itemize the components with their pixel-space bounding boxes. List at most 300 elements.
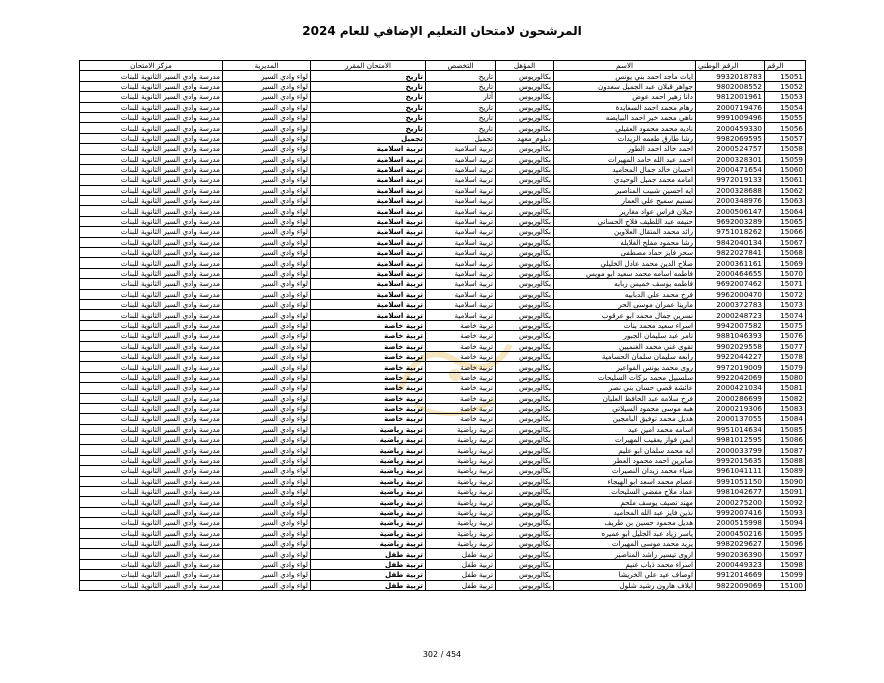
cell-directorate: لواء وادي السير [223,383,311,393]
cell-specialty: تربية اسلامية [426,289,496,299]
cell-directorate: لواء وادي السير [223,414,311,424]
cell-num: 15078 [765,351,806,361]
cell-exam: تجميل [311,133,426,143]
cell-qualification: بكالوريوس [496,580,554,590]
cell-national-id: 9932018783 [696,71,765,81]
cell-name: اروى تيسير راشد المناصير [554,549,696,559]
cell-exam-center: مدرسة وادي السير الثانوية للبنات [80,331,223,341]
cell-exam: تربية اسلامية [311,144,426,154]
cell-qualification: بكالوريوس [496,71,554,81]
cell-directorate: لواء وادي السير [223,216,311,226]
cell-qualification: بكالوريوس [496,248,554,258]
cell-exam: تربية رياضية [311,507,426,517]
cell-directorate: لواء وادي السير [223,518,311,528]
cell-num: 15058 [765,144,806,154]
cell-directorate: لواء وادي السير [223,248,311,258]
cell-specialty: تربية طفل [426,570,496,580]
page-number: 302 / 454 [422,650,462,659]
cell-exam-center: مدرسة وادي السير الثانوية للبنات [80,299,223,309]
cell-exam-center: مدرسة وادي السير الثانوية للبنات [80,102,223,112]
cell-directorate: لواء وادي السير [223,393,311,403]
cell-national-id: 2000033799 [696,445,765,455]
cell-num: 15099 [765,570,806,580]
header-exam: الامتحان المقرر [311,61,426,71]
cell-directorate: لواء وادي السير [223,549,311,559]
cell-specialty: تربية اسلامية [426,268,496,278]
table-row [80,424,806,434]
cell-qualification: بكالوريوس [496,372,554,382]
cell-name: رشا طارق طعمه الزيدات [554,133,696,143]
cell-name: فرح محمد علي الدبابيه [554,289,696,299]
cell-directorate: لواء وادي السير [223,81,311,91]
table-row [80,216,806,226]
cell-specialty: تربية اسلامية [426,206,496,216]
header-national-id: الرقم الوطني [696,61,765,71]
cell-specialty: تربية اسلامية [426,310,496,320]
cell-exam: تربية اسلامية [311,237,426,247]
cell-qualification: بكالوريوس [496,559,554,569]
cell-exam-center: مدرسة وادي السير الثانوية للبنات [80,289,223,299]
cell-name: ايات ماجد احمد بني يونس [554,71,696,81]
cell-specialty: تاريخ [426,81,496,91]
table-row [80,393,806,403]
cell-national-id: 2000719476 [696,102,765,112]
cell-name: فاطمه اسامه محمد سعيد ابو مويس [554,268,696,278]
cell-exam-center: مدرسة وادي السير الثانوية للبنات [80,164,223,174]
cell-exam-center: مدرسة وادي السير الثانوية للبنات [80,424,223,434]
cell-name: هبه موسى محمود السيلاتي [554,403,696,413]
cell-exam-center: مدرسة وادي السير الثانوية للبنات [80,570,223,580]
table-row [80,549,806,559]
cell-num: 15054 [765,102,806,112]
cell-national-id: 2000515998 [696,518,765,528]
cell-specialty: تربية رياضية [426,476,496,486]
cell-num: 15062 [765,185,806,195]
cell-qualification: بكالوريوس [496,320,554,330]
cell-qualification: بكالوريوس [496,289,554,299]
cell-directorate: لواء وادي السير [223,341,311,351]
cell-exam: تربية اسلامية [311,206,426,216]
cell-specialty: تربية خاصة [426,320,496,330]
cell-qualification: بكالوريوس [496,196,554,206]
table-row [80,279,806,289]
cell-directorate: لواء وادي السير [223,289,311,299]
cell-exam: تربية طفل [311,559,426,569]
cell-exam-center: مدرسة وادي السير الثانوية للبنات [80,279,223,289]
cell-exam-center: مدرسة وادي السير الثانوية للبنات [80,393,223,403]
cell-exam: تربية خاصة [311,383,426,393]
cell-exam-center: مدرسة وادي السير الثانوية للبنات [80,476,223,486]
cell-exam: تربية اسلامية [311,164,426,174]
cell-exam-center: مدرسة وادي السير الثانوية للبنات [80,507,223,517]
cell-exam: تربية رياضية [311,518,426,528]
cell-national-id: 2000524757 [696,144,765,154]
cell-name: حنيفه عبد اللطيف فلاح الحساني [554,216,696,226]
cell-directorate: لواء وادي السير [223,268,311,278]
cell-exam: تربية اسلامية [311,196,426,206]
cell-national-id: 9972019133 [696,175,765,185]
cell-qualification: بكالوريوس [496,466,554,476]
cell-national-id: 2000421034 [696,383,765,393]
cell-national-id: 2000449323 [696,559,765,569]
cell-directorate: لواء وادي السير [223,476,311,486]
cell-exam-center: مدرسة وادي السير الثانوية للبنات [80,580,223,590]
cell-qualification: بكالوريوس [496,112,554,122]
table-row [80,528,806,538]
cell-directorate: لواء وادي السير [223,71,311,81]
cell-directorate: لواء وادي السير [223,403,311,413]
table-row [80,414,806,424]
cell-num: 15067 [765,237,806,247]
cell-exam-center: مدرسة وادي السير الثانوية للبنات [80,268,223,278]
cell-exam: تربية اسلامية [311,310,426,320]
cell-exam-center: مدرسة وادي السير الثانوية للبنات [80,71,223,81]
cell-qualification: بكالوريوس [496,518,554,528]
cell-specialty: تاريخ [426,123,496,133]
cell-exam-center: مدرسة وادي السير الثانوية للبنات [80,216,223,226]
cell-exam-center: مدرسة وادي السير الثانوية للبنات [80,154,223,164]
table-row [80,497,806,507]
cell-specialty: تربية اسلامية [426,248,496,258]
cell-exam: تربية خاصة [311,341,426,351]
cell-directorate: لواء وادي السير [223,144,311,154]
cell-name: رابعه سليمان سلمان الحسامية [554,351,696,361]
table-row [80,403,806,413]
cell-qualification: بكالوريوس [496,341,554,351]
cell-national-id: 2000248723 [696,310,765,320]
table-row [80,351,806,361]
cell-national-id: 2000137055 [696,414,765,424]
cell-national-id: 9751018262 [696,227,765,237]
cell-exam: تربية خاصة [311,403,426,413]
header-qualification: المؤهل [496,61,554,71]
table-row [80,310,806,320]
cell-name: اسراء سعيد محمد بنات [554,320,696,330]
cell-specialty: تربية رياضية [426,528,496,538]
cell-specialty: تربية رياضية [426,507,496,517]
table-row [80,538,806,548]
cell-specialty: تربية رياضية [426,487,496,497]
cell-exam-center: مدرسة وادي السير الثانوية للبنات [80,362,223,372]
cell-exam: تربية رياضية [311,466,426,476]
header-exam-center: مركز الامتحان [80,61,223,71]
table-row [80,476,806,486]
cell-num: 15094 [765,518,806,528]
cell-num: 15063 [765,196,806,206]
cell-specialty: تربية خاصة [426,362,496,372]
cell-name: دانا زهير احمد عوض [554,92,696,102]
cell-specialty: تربية اسلامية [426,258,496,268]
cell-directorate: لواء وادي السير [223,206,311,216]
cell-national-id: 2000328301 [696,154,765,164]
table-row [80,237,806,247]
table-row [80,248,806,258]
cell-exam: تربية رياضية [311,435,426,445]
cell-num: 15080 [765,372,806,382]
table-row [80,507,806,517]
cell-directorate: لواء وادي السير [223,372,311,382]
header-name: الاسم [554,61,696,71]
cell-qualification: بكالوريوس [496,237,554,247]
cell-qualification: بكالوريوس [496,268,554,278]
table-row [80,341,806,351]
cell-num: 15061 [765,175,806,185]
cell-national-id: 9992015635 [696,455,765,465]
cell-exam: تربية خاصة [311,362,426,372]
cell-exam-center: مدرسة وادي السير الثانوية للبنات [80,175,223,185]
cell-specialty: تربية اسلامية [426,175,496,185]
cell-name: امامه محمد جميل الوحيدي [554,175,696,185]
cell-exam-center: مدرسة وادي السير الثانوية للبنات [80,227,223,237]
cell-specialty: تربية طفل [426,549,496,559]
cell-exam: تربية اسلامية [311,258,426,268]
cell-qualification: دبلوم_معهد [496,133,554,143]
cell-national-id: 9912014669 [696,570,765,580]
cell-qualification: بكالوريوس [496,258,554,268]
cell-directorate: لواء وادي السير [223,133,311,143]
cell-exam: تربية طفل [311,580,426,590]
cell-national-id: 2000372783 [696,299,765,309]
cell-name: تقوى غني محمد الغنميين [554,341,696,351]
cell-name: سلسبيل محمد بركات السليحات [554,372,696,382]
cell-specialty: تاريخ [426,112,496,122]
cell-num: 15075 [765,320,806,330]
cell-num: 15068 [765,248,806,258]
cell-specialty: تربية اسلامية [426,154,496,164]
cell-national-id: 9922042069 [696,372,765,382]
cell-exam: تربية اسلامية [311,248,426,258]
cell-exam: تربية اسلامية [311,185,426,195]
cell-qualification: بكالوريوس [496,81,554,91]
cell-national-id: 2000471654 [696,164,765,174]
cell-name: ضياء محمد زيدان النصيرات [554,466,696,476]
cell-directorate: لواء وادي السير [223,310,311,320]
cell-num: 15064 [765,206,806,216]
cell-exam: تربية اسلامية [311,154,426,164]
cell-qualification: بكالوريوس [496,497,554,507]
cell-qualification: بكالوريوس [496,299,554,309]
table-row [80,133,806,143]
cell-qualification: بكالوريوس [496,538,554,548]
cell-name: تامر عبد سليمان الجبور [554,331,696,341]
cell-num: 15083 [765,403,806,413]
cell-qualification: بكالوريوس [496,570,554,580]
table-row [80,362,806,372]
cell-exam-center: مدرسة وادي السير الثانوية للبنات [80,497,223,507]
cell-qualification: بكالوريوس [496,144,554,154]
cell-exam-center: مدرسة وادي السير الثانوية للبنات [80,112,223,122]
cell-num: 15082 [765,393,806,403]
cell-name: سحر فايز حماد مصطفى [554,248,696,258]
table-row [80,196,806,206]
cell-national-id: 2000464655 [696,268,765,278]
header-specialty: التخصص [426,61,496,71]
cell-qualification: بكالوريوس [496,403,554,413]
cell-name: نسرين جمال محمد ابو عرقوب [554,310,696,320]
cell-name: اسراء محمد ذياب غنيم [554,559,696,569]
cell-specialty: تربية خاصة [426,414,496,424]
cell-national-id: 9951014634 [696,424,765,434]
table-row [80,455,806,465]
table-row [80,71,806,81]
cell-directorate: لواء وادي السير [223,227,311,237]
cell-national-id: 9991009496 [696,112,765,122]
cell-directorate: لواء وادي السير [223,258,311,268]
cell-exam: تربية رياضية [311,497,426,507]
cell-directorate: لواء وادي السير [223,528,311,538]
cell-directorate: لواء وادي السير [223,497,311,507]
cell-qualification: بكالوريوس [496,175,554,185]
cell-national-id: 9902036390 [696,549,765,559]
cell-specialty: تجميل [426,133,496,143]
cell-national-id: 9822009069 [696,580,765,590]
cell-qualification: بكالوريوس [496,424,554,434]
cell-num: 15086 [765,435,806,445]
cell-num: 15096 [765,538,806,548]
table-row [80,144,806,154]
cell-exam-center: مدرسة وادي السير الثانوية للبنات [80,445,223,455]
cell-directorate: لواء وادي السير [223,351,311,361]
cell-qualification: بكالوريوس [496,549,554,559]
cell-name: يزيد محمد موسى المهيرات [554,538,696,548]
cell-specialty: تربية رياضية [426,424,496,434]
cell-name: مارينا عمران موسى الحر [554,299,696,309]
cell-national-id: 9881046393 [696,331,765,341]
cell-national-id: 2000219306 [696,403,765,413]
cell-exam-center: مدرسة وادي السير الثانوية للبنات [80,487,223,497]
cell-national-id: 9842040134 [696,237,765,247]
cell-exam-center: مدرسة وادي السير الثانوية للبنات [80,559,223,569]
cell-num: 15059 [765,154,806,164]
cell-specialty: تربية طفل [426,580,496,590]
cell-name: ناديه محمد محمود العقيلي [554,123,696,133]
cell-name: ايمن فواز يعقيب المهيرات [554,435,696,445]
table-row [80,383,806,393]
header-directorate: المديرية [223,61,311,71]
cell-specialty: تربية اسلامية [426,185,496,195]
cell-exam: تاريخ [311,71,426,81]
cell-qualification: بكالوريوس [496,351,554,361]
cell-name: عماد ملاح مفضي السليحات [554,487,696,497]
cell-national-id: 9961041111 [696,466,765,476]
cell-qualification: بكالوريوس [496,310,554,320]
page-title: المرشحون لامتحان التعليم الإضافي للعام 2024 [302,24,582,38]
cell-national-id: 9972019009 [696,362,765,372]
cell-qualification: بكالوريوس [496,455,554,465]
cell-qualification: بكالوريوس [496,393,554,403]
cell-name: روى محمد يونس الفواعير [554,362,696,372]
cell-qualification: بكالوريوس [496,92,554,102]
cell-national-id: 9902029558 [696,341,765,351]
cell-exam: تاريخ [311,81,426,91]
cell-exam-center: مدرسة وادي السير الثانوية للبنات [80,123,223,133]
cell-num: 15100 [765,580,806,590]
cell-num: 15056 [765,123,806,133]
cell-exam: تربية اسلامية [311,175,426,185]
cell-name: مهند نصيف يوسف ملحم [554,497,696,507]
cell-exam-center: مدرسة وادي السير الثانوية للبنات [80,81,223,91]
cell-directorate: لواء وادي السير [223,320,311,330]
cell-num: 15092 [765,497,806,507]
cell-num: 15069 [765,258,806,268]
table-row [80,81,806,91]
cell-name: جواهر قبلان عبد الجميل سعدون [554,81,696,91]
cell-directorate: لواء وادي السير [223,175,311,185]
table-row [80,487,806,497]
cell-exam-center: مدرسة وادي السير الثانوية للبنات [80,144,223,154]
table-row [80,518,806,528]
table-row [80,154,806,164]
cell-num: 15087 [765,445,806,455]
cell-national-id: 9942007582 [696,320,765,330]
cell-directorate: لواء وادي السير [223,580,311,590]
cell-exam-center: مدرسة وادي السير الثانوية للبنات [80,196,223,206]
cell-directorate: لواء وادي السير [223,507,311,517]
cell-num: 15081 [765,383,806,393]
cell-directorate: لواء وادي السير [223,237,311,247]
cell-directorate: لواء وادي السير [223,435,311,445]
table-row [80,559,806,569]
cell-exam-center: مدرسة وادي السير الثانوية للبنات [80,92,223,102]
table-row [80,372,806,382]
cell-specialty: تربية خاصة [426,372,496,382]
cell-specialty: تربية رياضية [426,455,496,465]
cell-name: ايه احسين شبيب المناصير [554,185,696,195]
cell-exam-center: مدرسة وادي السير الثانوية للبنات [80,258,223,268]
cell-national-id: 9981042677 [696,487,765,497]
cell-specialty: تربية اسلامية [426,237,496,247]
cell-specialty: تاريخ [426,71,496,81]
table-row [80,92,806,102]
cell-exam-center: مدرسة وادي السير الثانوية للبنات [80,185,223,195]
cell-exam: تربية خاصة [311,331,426,341]
cell-exam-center: مدرسة وادي السير الثانوية للبنات [80,351,223,361]
table-row [80,112,806,122]
cell-num: 15085 [765,424,806,434]
cell-qualification: بكالوريوس [496,487,554,497]
table-row [80,570,806,580]
cell-qualification: بكالوريوس [496,414,554,424]
cell-name: ايه محمد سلمان ابو عليم [554,445,696,455]
cell-national-id: 2000328688 [696,185,765,195]
cell-national-id: 9981012595 [696,435,765,445]
cell-qualification: بكالوريوس [496,476,554,486]
cell-num: 15053 [765,92,806,102]
cell-directorate: لواء وادي السير [223,185,311,195]
cell-exam: تربية خاصة [311,372,426,382]
cell-exam-center: مدرسة وادي السير الثانوية للبنات [80,435,223,445]
cell-num: 15093 [765,507,806,517]
cell-name: عصام محمد اسعد ابو الهيجاء [554,476,696,486]
cell-directorate: لواء وادي السير [223,424,311,434]
cell-exam: تربية رياضية [311,487,426,497]
cell-national-id: 2000275200 [696,497,765,507]
cell-num: 15051 [765,71,806,81]
cell-exam: تربية اسلامية [311,289,426,299]
cell-name: احمد عبد الله حامد المهيرات [554,154,696,164]
cell-name: تسنيم سميح علي العمار [554,196,696,206]
cell-exam: تربية رياضية [311,528,426,538]
cell-specialty: تربية رياضية [426,497,496,507]
cell-qualification: بكالوريوس [496,102,554,112]
cell-specialty: تربية رياضية [426,518,496,528]
cell-exam-center: مدرسة وادي السير الثانوية للبنات [80,403,223,413]
cell-exam-center: مدرسة وادي السير الثانوية للبنات [80,383,223,393]
cell-qualification: بكالوريوس [496,445,554,455]
cell-specialty: تربية طفل [426,559,496,569]
cell-national-id: 9812001961 [696,92,765,102]
cell-national-id: 9982069595 [696,133,765,143]
